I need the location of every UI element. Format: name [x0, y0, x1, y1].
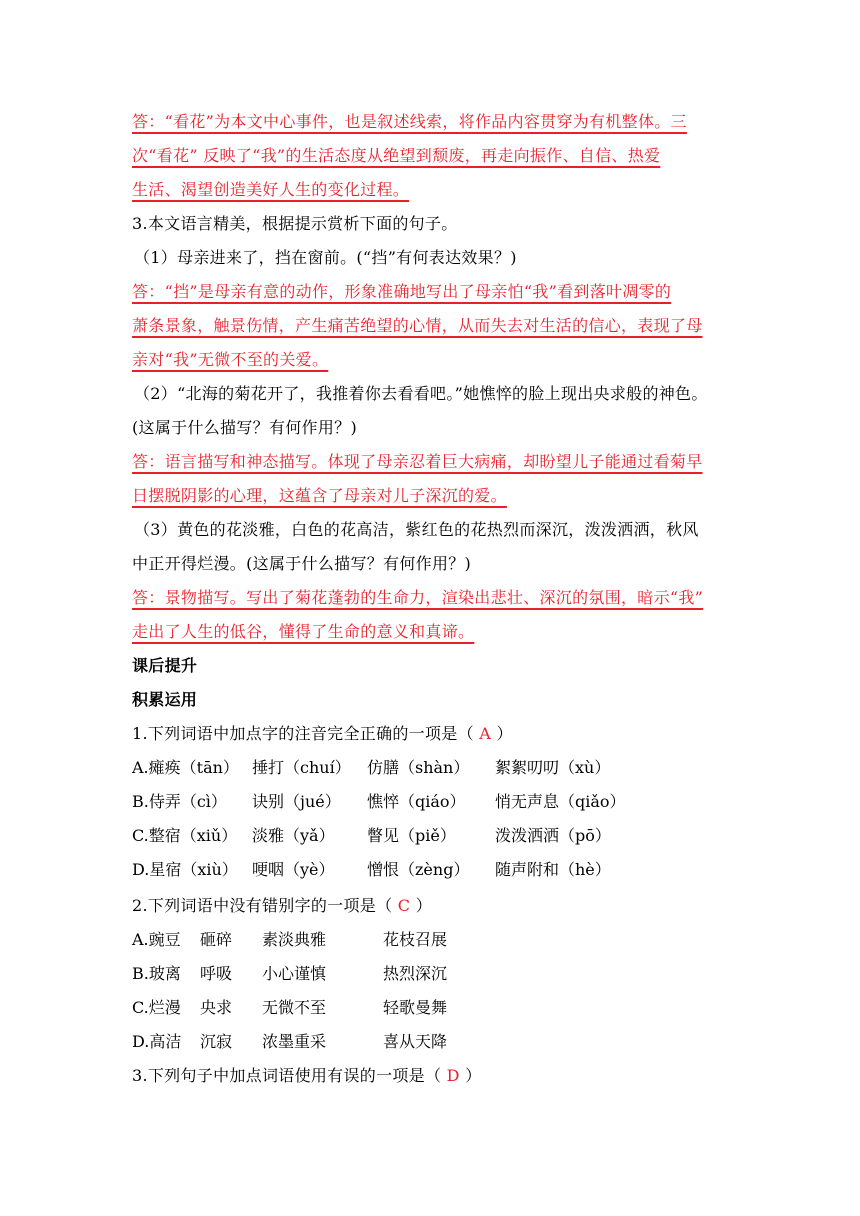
q3-answer-1: 亲对“我”无微不至的关爱。	[132, 350, 329, 369]
question-3-title: 3.本文语言精美，根据提示赏析下面的句子。	[132, 214, 458, 233]
q3-answer-3: 答：景物描写。写出了菊花蓬勃的生命力，渲染出悲壮、深沉的氛围，暗示“我”	[132, 588, 704, 607]
q3-answer-1: 萧条景象，触景伤情，产生痛苦绝望的心情，从而失去对生活的信心，表现了母	[132, 316, 703, 335]
mc3-answer: D	[446, 1066, 460, 1085]
q3-sentence-3: （3）黄色的花淡雅，白色的花高洁，紫红色的花热烈而深沉，泼泼洒洒，秋风	[134, 520, 699, 539]
q3-answer-1: 答：“挡”是母亲有意的动作，形象准确地写出了母亲怕“我”看到落叶凋零的	[132, 282, 672, 301]
answer-line: 次“看花” 反映了“我”的生活态度从绝望到颓废，再走向振作、自信、热爱	[132, 146, 661, 165]
mc3-stem: 3.下列句子中加点词语使用有误的一项是（ D ）	[132, 1066, 482, 1085]
mc2-stem: 2.下列词语中没有错别字的一项是（ C ）	[132, 896, 433, 915]
section-title: 课后提升	[132, 656, 198, 675]
answer-line: 答：“看花”为本文中心事件，也是叙述线索，将作品内容贯穿为有机整体。三	[132, 112, 687, 131]
q3-sentence-2: （2）“北海的菊花开了，我推着你去看看吧。”她憔悴的脸上现出央求般的神色。	[134, 384, 708, 403]
q3-answer-3: 走出了人生的低谷，懂得了生命的意义和真谛。	[132, 622, 475, 641]
mc1-answer: A	[479, 724, 492, 743]
q3-answer-2: 日摆脱阴影的心理，这蕴含了母亲对儿子深沉的爱。	[132, 486, 507, 505]
q3-answer-2: 答：语言描写和神态描写。体现了母亲忍着巨大病痛，却盼望儿子能通过看菊早	[132, 452, 703, 471]
document-page: 答：“看花”为本文中心事件，也是叙述线索，将作品内容贯穿为有机整体。三 次“看花” 反映了“我”的生活态度从绝望到颓废，再走向振作、自信、热爱 生活、渴望创造美好人生的变化过程。 3.本文语言精美，根据提示赏析下面的句子。 （1）母亲进来了，挡在窗前。(“挡”有何表达效果？) 答：“挡”是母亲有意的动作，形象准确地写出了母亲怕“我”看到落叶凋零的 萧条景象，触景伤情，产生痛苦绝望的心情，从而失去对生活的信心，表现了母 亲对“我”无微不至的关爱。 （2）“北海的菊花开了，我推着你去看看吧。”她憔悴的脸上现出央求般的神色。 (这属于什么描写？有何作用？) 答：语言描写和神态描写。体现了母亲忍着巨大病痛，却盼望儿子能通过看菊早 日摆脱阴影的心理，这蕴含了母亲对儿子深沉的爱。 （3）黄色的花淡雅，白色的花高洁，紫红色的花热烈而深沉，泼泼洒洒，秋风 中正开得烂漫。(这属于什么描写？有何作用？) 答：景物描写。写出了菊花蓬勃的生命力，渲染出悲壮、深沉的氛围，暗示“我” 走出了人生的低谷，懂得了生命的意义和真谛。 课后提升 积累运用 1.下列词语中加点字的注音完全正确的一项是（ A ） A.瘫痪（tān） 捶打（chuí） 仿膳（shàn） 絮絮叨叨（xù） B.侍弄（cì） 诀别（jué） 憔悴（qiáo） 悄无声息（qiǎo） C.整宿（xiǔ） 淡雅（yǎ） 瞥见（piě） 泼泼洒洒（pō） D.星宿（xiù） 哽咽（yè） 憎恨（zèng） 随声附和（hè） 2.下列词语中没有错别字的一项是（ C ） A.豌豆 砸碎 素淡典雅 花枝召展 B.玻离 呼吸 小心谨慎 热烈深沉 C.烂漫 央求 无微不至 轻歌曼舞 D.高洁 沉寂 浓墨重采 喜从天降 3.下列句子中加点词语使用有误的一项是（ D ）	[132, 112, 708, 1085]
q3-sentence-2: (这属于什么描写？有何作用？)	[132, 418, 357, 437]
answer-line: 生活、渴望创造美好人生的变化过程。	[132, 180, 410, 199]
q3-sentence-1: （1）母亲进来了，挡在窗前。(“挡”有何表达效果？)	[134, 248, 517, 267]
mc1-stem: 1.下列词语中加点字的注音完全正确的一项是（ A ）	[132, 724, 513, 743]
q3-sentence-3: 中正开得烂漫。(这属于什么描写？有何作用？)	[132, 554, 472, 573]
subsection-title: 积累运用	[132, 690, 198, 709]
mc2-answer: C	[397, 896, 411, 915]
